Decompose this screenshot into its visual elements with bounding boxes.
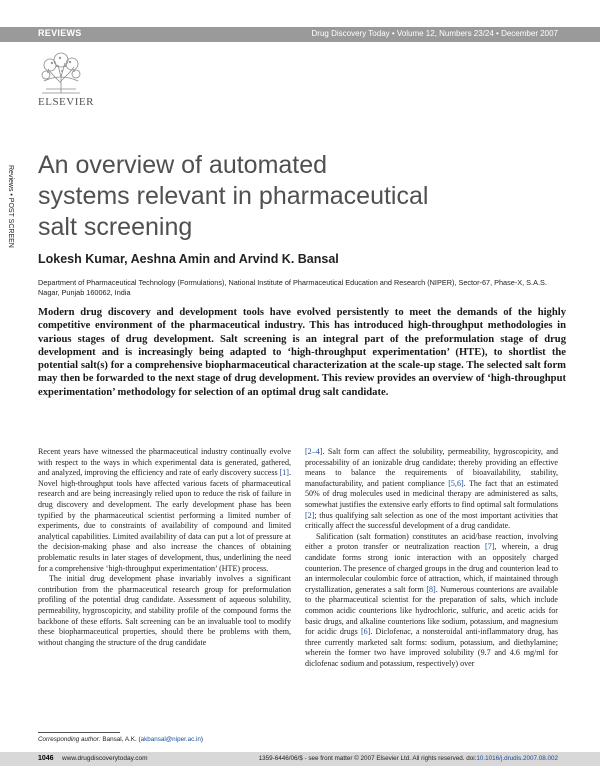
doi-link[interactable]: 10.1016/j.drudis.2007.08.002 bbox=[476, 755, 558, 762]
title-line: systems relevant in pharmaceutical bbox=[38, 182, 429, 210]
citation-link[interactable]: [8] bbox=[426, 584, 436, 594]
body-paragraph: Recent years have witnessed the pharmaceutical industry continually evolve with respect to the ways in which experimental data is generated, gathered, and analyzed, improving the efficiency and rate of early discovery success [1]. Novel high-throughput tools have affected various facets of pharmaceutical research and are being increasingly relied upon to reduce the risk of failure in drug discovery and development. The early development phase has been typified by the pharmaceutical scientist performing a limited number of experiments, due to constraints of availability of compound and limited analytical capabilities. Limited availability of data can put a lot of pressure at the decision-making phase and also increase the chances of obtaining problematic results in later stages of development, thus, underlining the need for a comprehensive ‘high-throughput experimentation’ (HTE) process. bbox=[38, 447, 292, 573]
body-column-right bbox=[305, 447, 558, 669]
issn-copyright: 1359-6446/06/$ - see front matter © 2007 Elsevier Ltd. All rights reserved. doi:10.1016/j.drudis.2007.08.002 bbox=[258, 755, 558, 762]
author-email-link[interactable]: akbansal@niper.ac.in bbox=[140, 736, 201, 743]
section-label: REVIEWS bbox=[38, 28, 82, 38]
journal-citation: Drug Discovery Today • Volume 12, Numbers 23/24 • December 2007 bbox=[311, 29, 558, 38]
body-paragraph: Salification (salt formation) constitutes an acid/base reaction, involving either a proton transfer or neutralization reaction [7], wherein, a drug candidate forms strong ionic interaction with an oppositely charged counterion. The presence of charged groups in the drug and counterion lead to an intermolecular coulombic force of attraction, which, if maintained through crystallization, generates a salt form [8]. Numerous counterions are available to the pharmaceutical scientist for the preparation of salts, which include common acidic counterions like hydrochloric, sulfuric, and acetic acids for basic drugs, and alkaline counterions like sodium, potassium, and magnesium for acidic drugs [6]. Diclofenac, a nonsteroidal anti-inflammatory drug, has three currently marketed salt forms: sodium, potassium, and diethylamine; wherein the former two have improved solubility (9.7 and 4.6 mg/ml for diclofenac sodium and potassium, respectively) over bbox=[305, 531, 558, 668]
header-bar bbox=[0, 27, 600, 42]
publisher-logo-text: ELSEVIER bbox=[38, 96, 94, 108]
journal-url-link[interactable]: www.drugdiscoverytoday.com bbox=[62, 755, 148, 762]
body-paragraph: [2–4]. Salt form can affect the solubility, permeability, hygroscopicity, and processability of an ionizable drug candidate; thereby providing an effective means to balance the requirements of bioavailability, stability, manufacturability, and patient compliance [5,6]. The fact that an estimated 50% of drug molecules used in medicinal therapy are administered as salts, somewhat justifies the extensive early efforts to find optimal salt formulations [2]; thus qualifying salt selection as one of the most important activities that critically affect the successful development of a drug candidate. bbox=[305, 447, 558, 531]
citation-link[interactable]: [2–4] bbox=[305, 447, 323, 456]
footnote-rule bbox=[38, 732, 120, 733]
abstract: Modern drug discovery and development tools have evolved persistently to meet the demands of the highly competitive environment of the pharmaceutical industry. This has introduced high-throughput methodologies in various stages of drug development. Salt screening is an integral part of the preformulation stage of drug development and is increasingly being adapted to ‘high-throughput experimentation’ (HTE), to shortlist the potential salt(s) for a comprehensive biopharmaceutical characterization at the scale-up stage. The selected salt form may then be forwarded to the next stage of drug development. This review provides an overview of ‘high-throughput experimentation’ methodology for selection of an optimal drug salt candidate. bbox=[38, 307, 566, 398]
author-list: Lokesh Kumar, Aeshna Amin and Arvind K. Bansal bbox=[38, 252, 339, 266]
section-sidebar bbox=[3, 165, 15, 285]
corresponding-author-note: Corresponding author: Bansal, A.K. (akbansal@niper.ac.in) bbox=[38, 736, 203, 743]
citation-link[interactable]: [1] bbox=[279, 468, 289, 478]
footer-bar bbox=[0, 752, 600, 766]
citation-link[interactable]: [2] bbox=[305, 510, 315, 520]
title-line: An overview of automated bbox=[38, 151, 328, 179]
citation-link[interactable]: [5,6] bbox=[448, 478, 464, 488]
citation-link[interactable]: [7] bbox=[485, 542, 495, 552]
body-column-left bbox=[38, 447, 291, 648]
citation-link[interactable]: [6] bbox=[360, 627, 371, 637]
sidebar-label: Reviews • POST SCREEN bbox=[7, 165, 14, 248]
body-paragraph: The initial drug development phase invariably involves a significant contribution from the pharmaceutical research group for preformulation profiling of the potential drug candidate. Assessment of aqueous solubility, permeability, hygroscopicity, and stability profile of the compound forms the backbone of these efforts. Salt screening can be an invaluable tool to modify these biopharmaceutical properties, should there be problems with them, without changing the structure of the drug candidate bbox=[38, 574, 291, 647]
article-title bbox=[38, 150, 558, 243]
affiliation: Department of Pharmaceutical Technology (Formulations), National Institute of Pharmaceutical Education and Research (NIPER), Sector-67, Phase-X, S.A.S. Nagar, Punjab 160062, India bbox=[38, 278, 547, 297]
page-number: 1046 bbox=[38, 755, 54, 762]
title-line: salt screening bbox=[38, 213, 193, 241]
